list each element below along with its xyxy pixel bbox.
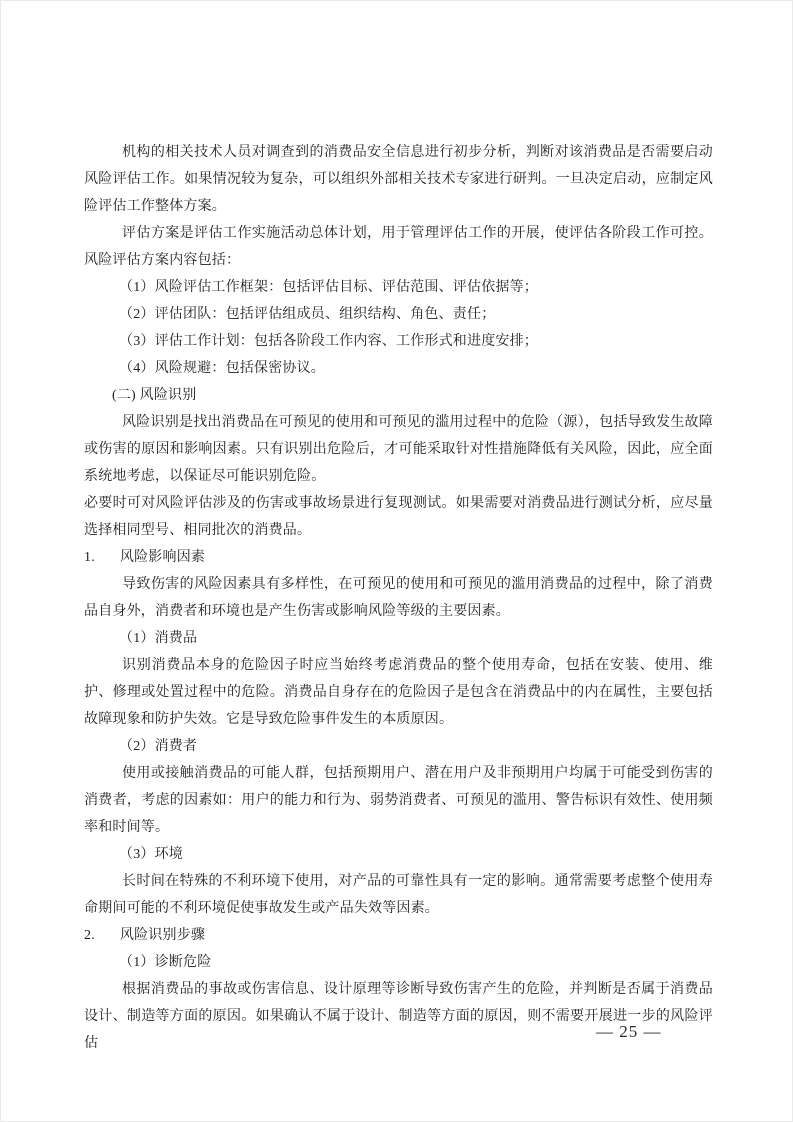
heading-number: 2. [84, 928, 95, 943]
paragraph: 评估方案是评估工作实施活动总体计划，用于管理评估工作的开展，使评估各阶段工作可控。风险评估方案内容包括： [84, 226, 713, 268]
paragraph: 导致伤害的风险因素具有多样性，在可预见的使用和可预见的滥用消费品的过程中，除了消费品自身外，消费者和环境也是产生伤害或影响风险等级的主要因素。 [84, 577, 713, 619]
list-item: （3）环境 [119, 847, 183, 862]
paragraph: 机构的相关技术人员对调查到的消费品安全信息进行初步分析，判断对该消费品是否需要启动风险评估工作。如果情况较为复杂，可以组织外部相关技术专家进行研判。一旦决定启动，应制定风险评估工作整体方案。 [84, 145, 713, 214]
numbered-heading [84, 544, 713, 571]
list-item: （2）消费者 [119, 739, 198, 754]
paragraph: 风险识别是找出消费品在可预见的使用和可预见的滥用过程中的危险（源），包括导致发生故障或伤害的原因和影响因素。只有识别出危险后，才可能采取针对性措施降低有关风险，因此，应全面系统地考虑，以保证尽可能识别危险。 [84, 415, 713, 484]
list-item: （3）评估工作计划：包括各阶段工作内容、工作形式和进度安排； [119, 334, 538, 349]
paragraph: 根据消费品的事故或伤害信息、设计原理等诊断导致伤害产生的危险，并判断是否属于消费品设计、制造等方面的原因。如果确认不属于设计、制造等方面的原因，则不需要开展进一步的风险评估 [84, 982, 713, 1051]
heading-title: 风险影响因素 [119, 550, 206, 565]
list-item: （4）风险规避：包括保密协议。 [119, 361, 325, 376]
paragraph: 必要时可对风险评估涉及的伤害或事故场景进行复现测试。如果需要对消费品进行测试分析，应尽量选择相同型号、相同批次的消费品。 [84, 496, 713, 538]
list-item: （1）风险评估工作框架：包括评估目标、评估范围、评估依据等； [119, 280, 538, 295]
paragraph: 长时间在特殊的不利环境下使用，对产品的可靠性具有一定的影响。通常需要考虑整个使用寿命期间可能的不利环境促使事故发生或产品失效等因素。 [84, 874, 713, 916]
heading-number: 1. [84, 550, 95, 565]
list-item: （1）消费品 [119, 631, 198, 646]
list-item: （1）诊断危险 [119, 955, 212, 970]
page-number: — 25 — [596, 1022, 662, 1041]
heading-title: 风险识别步骤 [119, 928, 206, 943]
paragraph: 识别消费品本身的危险因子时应当始终考虑消费品的整个使用寿命，包括在安装、使用、维护、修理或处置过程中的危险。消费品自身存在的危险因子是包含在消费品中的内在属性，主要包括故障现象和防护失效。它是导致危险事件发生的本质原因。 [84, 658, 713, 727]
list-item: （2）评估团队：包括评估组成员、组织结构、角色、责任； [119, 307, 496, 322]
document-content [84, 139, 713, 1057]
numbered-heading [84, 922, 713, 949]
section-heading: (二) 风险识别 [112, 388, 197, 403]
paragraph: 使用或接触消费品的可能人群，包括预期用户、潜在用户及非预期用户均属于可能受到伤害的消费者，考虑的因素如：用户的能力和行为、弱势消费者、可预见的滥用、警告标识有效性、使用频率和时间等。 [84, 766, 713, 835]
